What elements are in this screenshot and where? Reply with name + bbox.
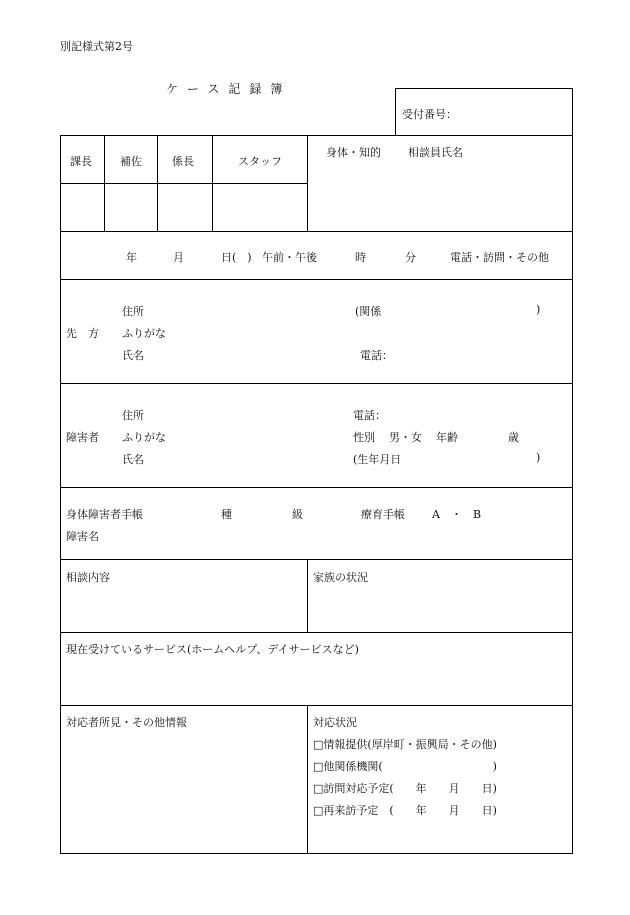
relation-label: (関係	[355, 305, 382, 318]
approval-header: 課長	[70, 155, 92, 168]
gender-label: 性別	[353, 431, 375, 444]
response-checkbox-item[interactable]: □情報提供(厚岸町・振興局・その他)	[313, 738, 497, 751]
services-label: 現在受けているサービス(ホームヘルプ、デイサービスなど)	[66, 643, 359, 656]
physical-handbook-label: 身体障害者手帳	[66, 508, 143, 521]
section-line	[60, 231, 573, 232]
contact-furigana-label: ふりがな	[122, 327, 166, 340]
category-label: 身体・知的	[326, 146, 381, 159]
section-line	[60, 559, 573, 560]
response-divider	[307, 705, 308, 854]
ryoiku-handbook-label: 療育手帳	[361, 508, 405, 521]
consultation-label: 相談内容	[66, 571, 110, 584]
frame-top	[60, 135, 573, 136]
response-checkbox-item[interactable]: □再来訪予定 ( 年 月 日)	[313, 804, 497, 817]
gender-options: 男・女	[389, 431, 422, 444]
time-minute: 分	[405, 251, 416, 264]
section-line	[60, 279, 573, 280]
section-line	[60, 632, 573, 633]
disability-name-label: 障害名	[66, 530, 99, 543]
age-unit: 歳	[508, 431, 519, 444]
counselor-name-label: 相談員氏名	[408, 146, 463, 159]
date-day: 日( )	[221, 251, 252, 264]
time-hour: 時	[355, 251, 366, 264]
section-line	[60, 383, 573, 384]
disabled-furigana-label: ふりがな	[122, 431, 166, 444]
frame-bottom	[60, 853, 573, 854]
reception-number-label: 受付番号：	[402, 108, 457, 121]
approval-header-line	[60, 183, 307, 184]
disabled-side-label: 障害者	[66, 431, 99, 444]
approval-header: 係長	[172, 155, 194, 168]
response-checkbox-item[interactable]: □訪問対応予定( 年 月 日)	[313, 782, 497, 795]
handbook-grade-label: 級	[292, 508, 303, 521]
approval-header: スタッフ	[238, 155, 282, 168]
disabled-name-label: 氏名	[122, 453, 144, 466]
consult-divider	[307, 559, 308, 632]
ryoiku-options: A ・ B	[432, 508, 482, 521]
section-line	[60, 487, 573, 488]
contact-method: 電話・訪問・その他	[450, 251, 549, 264]
am-pm: 午前・午後	[262, 251, 317, 264]
date-year: 年	[126, 251, 137, 264]
reception-box-top	[395, 88, 572, 89]
approval-divider	[307, 135, 308, 231]
contact-name-label: 氏名	[122, 349, 144, 362]
family-label: 家族の状況	[313, 571, 368, 584]
age-label: 年齢	[436, 431, 458, 444]
response-label: 対応状況	[313, 716, 357, 729]
handbook-type-label: 種	[221, 508, 232, 521]
form-id: 別記様式第2号	[60, 40, 133, 53]
opinion-label: 対応者所見・その他情報	[66, 716, 187, 729]
birthdate-label: (生年月日	[353, 453, 402, 466]
approval-header: 補佐	[120, 155, 142, 168]
disabled-address-label: 住所	[122, 409, 144, 422]
page-title: ケース記録簿	[166, 82, 292, 96]
contact-address-label: 住所	[122, 305, 144, 318]
frame-right	[572, 88, 573, 854]
frame-left	[60, 135, 61, 854]
section-line	[60, 705, 573, 706]
reception-box-left	[395, 88, 396, 136]
contact-phone-label: 電話：	[360, 349, 393, 362]
date-month: 月	[173, 251, 184, 264]
relation-close: )	[536, 303, 541, 316]
disabled-phone-label: 電話：	[353, 409, 386, 422]
response-checkbox-item[interactable]: □他関係機関( )	[313, 760, 497, 773]
contact-side-label: 先 方	[66, 327, 99, 340]
birthdate-close: )	[536, 451, 541, 464]
